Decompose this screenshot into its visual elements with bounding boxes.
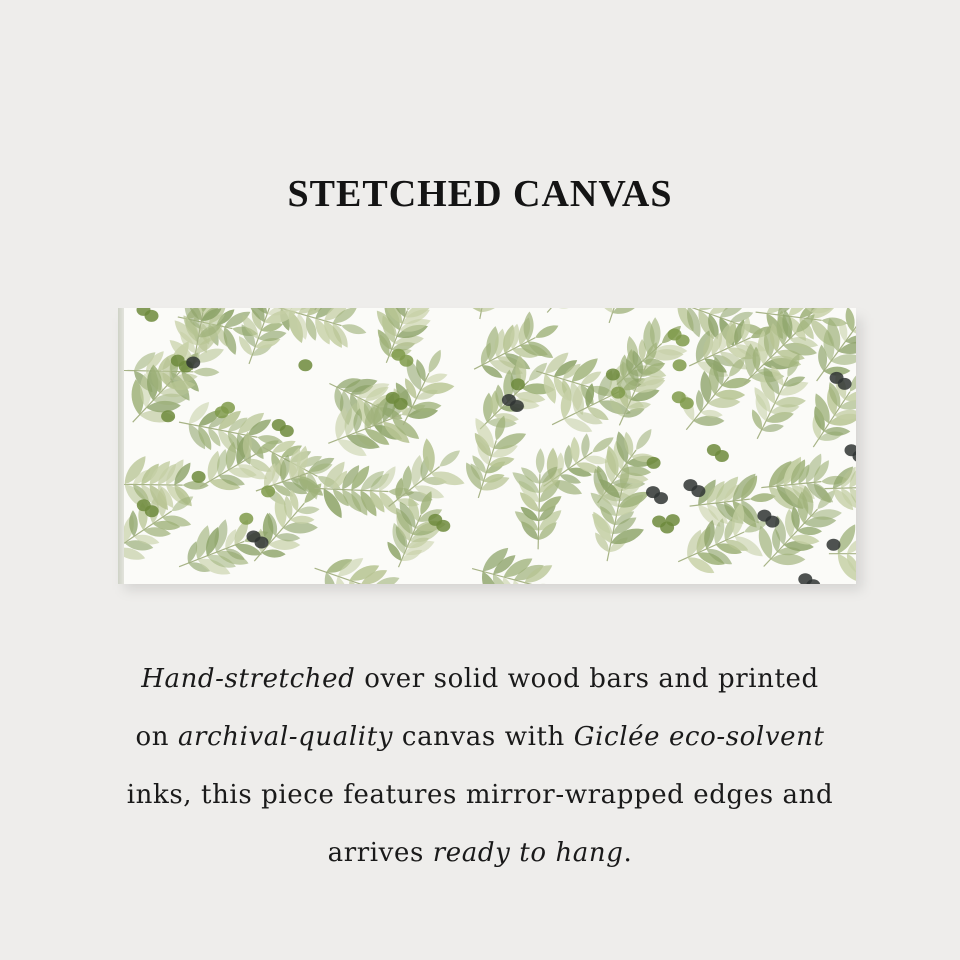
description-text: . — [623, 838, 633, 868]
product-description — [60, 650, 900, 882]
description-line-4 — [60, 824, 900, 882]
canvas-artwork — [124, 308, 856, 584]
description-emphasis: archival-quality — [177, 722, 394, 752]
description-text: inks, this piece features mirror-wrapped edges and — [126, 780, 834, 810]
description-line-1 — [60, 650, 900, 708]
description-text: on — [135, 722, 178, 752]
description-text: arrives — [327, 838, 433, 868]
page-heading: STETCHED CANVAS — [287, 173, 673, 215]
description-emphasis: ready to hang — [432, 838, 624, 868]
description-text: canvas with — [393, 722, 574, 752]
canvas-product-image — [118, 308, 856, 584]
description-line-2 — [60, 708, 900, 766]
description-emphasis: Hand-stretched — [141, 664, 356, 694]
description-line-3 — [60, 766, 900, 824]
description-emphasis: Giclée eco-solvent — [573, 722, 825, 752]
olive-branch-pattern — [124, 308, 856, 584]
description-text: over solid wood bars and printed — [355, 664, 819, 694]
